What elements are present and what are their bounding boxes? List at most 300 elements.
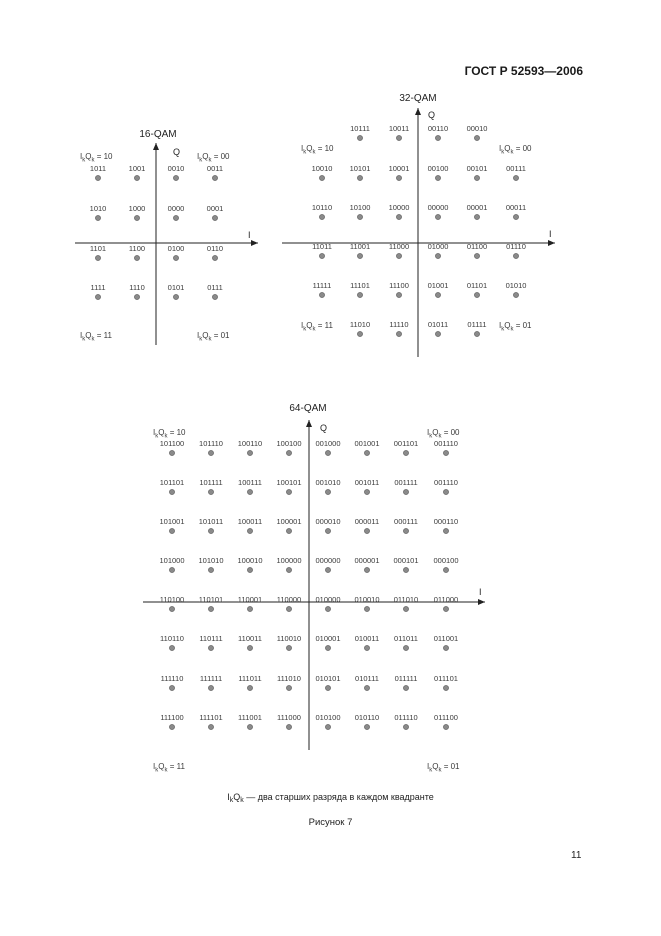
quadrant-label-bottom-left-text: $I_kQ_k = 11$ bbox=[153, 762, 185, 774]
constellation-point bbox=[467, 203, 488, 220]
constellation-point bbox=[434, 439, 458, 456]
constellation-dot bbox=[435, 331, 440, 336]
constellation-point bbox=[354, 439, 379, 456]
point-code-label: 011101 bbox=[434, 674, 458, 683]
constellation-dot bbox=[95, 294, 100, 299]
quadrant-label-bottom-left-text: $I_kQ_k = 11$ bbox=[301, 321, 333, 333]
constellation-point bbox=[276, 439, 301, 456]
constellation-point bbox=[393, 556, 418, 573]
constellation-dot bbox=[357, 175, 362, 180]
quadrant-label-bottom-left bbox=[301, 321, 333, 333]
constellation-point bbox=[354, 595, 379, 612]
constellation-point bbox=[315, 478, 340, 495]
q-axis-arrow-icon bbox=[153, 143, 159, 150]
point-code-label: 000101 bbox=[393, 556, 419, 565]
constellation-point bbox=[199, 478, 222, 495]
quadrant-label-top-left bbox=[153, 428, 186, 440]
constellation-64-qam bbox=[143, 403, 485, 774]
constellation-point bbox=[434, 517, 458, 534]
q-axis-label: Q bbox=[428, 110, 436, 120]
constellation-point bbox=[394, 478, 417, 495]
constellation-point bbox=[394, 634, 418, 651]
constellation-dot bbox=[247, 724, 252, 729]
constellation-point bbox=[277, 634, 301, 651]
i-axis-arrow-icon bbox=[478, 599, 485, 605]
constellation-point bbox=[428, 242, 449, 259]
standard-designation: ГОСТ Р 52593—2006 bbox=[464, 64, 583, 78]
point-code-label: 011010 bbox=[393, 595, 419, 604]
constellation-point bbox=[277, 595, 301, 612]
constellation-dot bbox=[474, 214, 479, 219]
constellation-dot bbox=[319, 175, 324, 180]
constellation-dot bbox=[173, 215, 178, 220]
constellation-dot bbox=[443, 685, 448, 690]
constellation-point bbox=[238, 439, 262, 456]
constellation-point bbox=[389, 124, 409, 141]
point-code-label: 110000 bbox=[276, 595, 302, 604]
constellation-dot bbox=[169, 606, 174, 611]
constellation-point bbox=[199, 595, 223, 612]
q-axis-label: Q bbox=[173, 147, 181, 157]
constellation-dot bbox=[435, 292, 440, 297]
constellation-dot bbox=[325, 724, 330, 729]
constellation-dot bbox=[513, 292, 518, 297]
constellation-point bbox=[276, 556, 301, 573]
point-code-label: 101100 bbox=[159, 439, 185, 448]
constellation-point bbox=[355, 674, 379, 691]
constellation-dot bbox=[208, 567, 213, 572]
constellation-dot bbox=[513, 175, 518, 180]
point-code-label: 0100 bbox=[167, 244, 185, 253]
quadrant-label-bottom-right bbox=[427, 762, 460, 774]
constellation-dot bbox=[212, 294, 217, 299]
constellation-dot bbox=[247, 685, 252, 690]
point-code-label: 00100 bbox=[427, 164, 449, 173]
quadrant-label-bottom-left bbox=[153, 762, 185, 774]
constellation-dot bbox=[435, 135, 440, 140]
constellation-dot bbox=[169, 645, 174, 650]
constellation-dot bbox=[319, 214, 324, 219]
constellation-point bbox=[129, 283, 145, 300]
constellation-dot bbox=[169, 450, 174, 455]
quadrant-label-top-left-text: $I_kQ_k = 10$ bbox=[80, 152, 113, 164]
constellation-point bbox=[160, 634, 184, 651]
constellation-dot bbox=[357, 331, 362, 336]
point-code-label: 100111 bbox=[238, 478, 262, 487]
point-code-label: 0001 bbox=[206, 204, 224, 213]
constellation-dot bbox=[357, 214, 362, 219]
constellation-point bbox=[198, 556, 223, 573]
constellation-dot bbox=[364, 606, 369, 611]
constellation-dot bbox=[364, 567, 369, 572]
constellation-dot bbox=[364, 724, 369, 729]
constellation-point bbox=[160, 478, 184, 495]
constellation-dot bbox=[474, 292, 479, 297]
point-code-label: 101111 bbox=[199, 478, 223, 487]
point-code-label: 0000 bbox=[167, 204, 185, 213]
point-code-label: 10010 bbox=[311, 164, 333, 173]
constellation-point bbox=[350, 281, 370, 298]
point-code-label: 0011 bbox=[206, 164, 224, 173]
point-code-label: 001001 bbox=[354, 439, 380, 448]
constellation-point bbox=[394, 595, 418, 612]
constellation-dot bbox=[325, 645, 330, 650]
constellation-point bbox=[355, 517, 379, 534]
constellation-dot bbox=[474, 175, 479, 180]
constellation-dot bbox=[286, 528, 291, 533]
point-code-label: 01011 bbox=[427, 320, 449, 329]
constellation-point bbox=[389, 203, 410, 220]
point-code-label: 101101 bbox=[159, 478, 185, 487]
point-code-label: 101110 bbox=[199, 439, 223, 448]
constellation-point bbox=[199, 713, 222, 730]
constellation-point bbox=[238, 674, 261, 691]
quadrant-label-bottom-right-text: $I_kQ_k = 01$ bbox=[427, 762, 460, 774]
constellation-dot bbox=[396, 135, 401, 140]
point-code-label: 011110 bbox=[394, 713, 418, 722]
constellation-dot bbox=[443, 489, 448, 494]
point-code-label: 111000 bbox=[277, 713, 301, 722]
constellation-point bbox=[315, 713, 340, 730]
point-code-label: 111111 bbox=[199, 674, 223, 683]
point-code-label: 10111 bbox=[350, 124, 370, 133]
constellation-dot bbox=[403, 724, 408, 729]
point-code-label: 001101 bbox=[393, 439, 419, 448]
point-code-label: 001000 bbox=[315, 439, 341, 448]
quadrant-label-top-right bbox=[197, 152, 230, 164]
point-code-label: 00000 bbox=[427, 203, 449, 212]
point-code-label: 11100 bbox=[389, 281, 409, 290]
constellation-point bbox=[276, 478, 301, 495]
constellation-dot bbox=[325, 450, 330, 455]
constellation-point bbox=[312, 242, 332, 259]
quadrant-label-bottom-right bbox=[499, 321, 532, 333]
quadrant-label-top-left-text: $I_kQ_k = 10$ bbox=[153, 428, 186, 440]
constellation-dot bbox=[364, 528, 369, 533]
constellation-point bbox=[315, 439, 340, 456]
point-code-label: 100001 bbox=[276, 517, 302, 526]
quadrant-label-top-right-text: $I_kQ_k = 00$ bbox=[499, 144, 532, 156]
constellation-dot bbox=[443, 645, 448, 650]
constellation-dot bbox=[364, 645, 369, 650]
constellation-dot bbox=[169, 528, 174, 533]
constellation-dot bbox=[403, 450, 408, 455]
constellation-title: 32-QAM bbox=[399, 93, 437, 104]
point-code-label: 110110 bbox=[160, 634, 184, 643]
point-code-label: 001110 bbox=[434, 439, 458, 448]
constellation-point bbox=[276, 517, 301, 534]
point-code-label: 100110 bbox=[237, 439, 263, 448]
constellation-point bbox=[315, 634, 340, 651]
constellation-dot bbox=[443, 567, 448, 572]
point-code-label: 101010 bbox=[198, 556, 224, 565]
constellation-dot bbox=[319, 292, 324, 297]
constellation-dot bbox=[325, 685, 330, 690]
constellation-point bbox=[159, 517, 184, 534]
point-code-label: 101000 bbox=[159, 556, 185, 565]
constellation-dot bbox=[208, 450, 213, 455]
point-code-label: 000000 bbox=[315, 556, 341, 565]
constellation-point bbox=[350, 320, 370, 337]
constellation-point bbox=[168, 283, 185, 300]
caption-q-subscript: k bbox=[240, 797, 244, 804]
constellation-dot bbox=[286, 567, 291, 572]
constellation-dot bbox=[169, 567, 174, 572]
constellation-dot bbox=[208, 645, 213, 650]
constellation-dot bbox=[173, 294, 178, 299]
constellation-point bbox=[312, 164, 333, 181]
constellation-point bbox=[394, 439, 418, 456]
point-code-label: 0010 bbox=[167, 164, 185, 173]
point-code-label: 10100 bbox=[349, 203, 371, 212]
point-code-label: 011000 bbox=[433, 595, 459, 604]
constellation-dot bbox=[513, 253, 518, 258]
caption-q: Q bbox=[233, 792, 241, 802]
point-code-label: 000110 bbox=[433, 517, 459, 526]
constellation-dot bbox=[173, 255, 178, 260]
quadrant-label-bottom-right-text: $I_kQ_k = 01$ bbox=[499, 321, 532, 333]
i-axis-label: I bbox=[479, 587, 482, 597]
constellation-point bbox=[354, 556, 379, 573]
point-code-label: 00110 bbox=[427, 124, 449, 133]
constellation-point bbox=[467, 124, 488, 141]
constellation-dot bbox=[208, 606, 213, 611]
point-code-label: 110101 bbox=[198, 595, 224, 604]
point-code-label: 001110 bbox=[434, 478, 458, 487]
point-code-label: 011100 bbox=[434, 713, 458, 722]
constellation-dot bbox=[396, 253, 401, 258]
i-axis-arrow-icon bbox=[548, 240, 555, 246]
point-code-label: 111011 bbox=[238, 674, 262, 683]
point-code-label: 01110 bbox=[506, 242, 526, 251]
constellation-point bbox=[355, 713, 379, 730]
constellation-dot bbox=[474, 253, 479, 258]
constellation-dot bbox=[208, 528, 213, 533]
constellation-point bbox=[159, 556, 184, 573]
point-code-label: 111001 bbox=[238, 713, 262, 722]
constellation-dot bbox=[286, 489, 291, 494]
quadrant-label-top-right bbox=[499, 144, 532, 156]
constellation-dot bbox=[169, 489, 174, 494]
point-code-label: 111100 bbox=[160, 713, 184, 722]
constellation-dot bbox=[396, 214, 401, 219]
point-code-label: 1001 bbox=[128, 164, 146, 173]
constellation-dot bbox=[169, 685, 174, 690]
constellation-point bbox=[90, 164, 106, 181]
constellation-point bbox=[394, 713, 417, 730]
point-code-label: 100000 bbox=[276, 556, 302, 565]
constellation-point bbox=[238, 634, 262, 651]
constellation-dot bbox=[403, 489, 408, 494]
constellation-dot bbox=[364, 489, 369, 494]
point-code-label: 1110 bbox=[129, 283, 145, 292]
constellation-point bbox=[168, 164, 185, 181]
constellation-dot bbox=[319, 253, 324, 258]
point-code-label: 1011 bbox=[89, 164, 107, 173]
point-code-label: 1101 bbox=[89, 244, 107, 253]
constellation-point bbox=[350, 164, 371, 181]
point-code-label: 000111 bbox=[394, 517, 418, 526]
point-code-label: 110100 bbox=[159, 595, 185, 604]
constellation-point bbox=[277, 674, 301, 691]
constellation-dot bbox=[286, 685, 291, 690]
point-code-label: 01101 bbox=[466, 281, 488, 290]
figure-caption bbox=[0, 792, 661, 802]
constellation-dot bbox=[403, 685, 408, 690]
constellation-dot bbox=[134, 255, 139, 260]
point-code-label: 01010 bbox=[505, 281, 527, 290]
constellation-point bbox=[467, 164, 488, 181]
constellation-point bbox=[161, 674, 184, 691]
point-code-label: 00011 bbox=[505, 203, 527, 212]
point-code-label: 10110 bbox=[311, 203, 333, 212]
quadrant-label-top-right-text: $I_kQ_k = 00$ bbox=[197, 152, 230, 164]
constellation-point bbox=[90, 204, 107, 221]
constellation-dot bbox=[474, 135, 479, 140]
constellation-dot bbox=[403, 645, 408, 650]
constellation-point bbox=[238, 595, 262, 612]
point-code-label: 10101 bbox=[349, 164, 371, 173]
constellation-dot bbox=[247, 489, 252, 494]
constellation-point bbox=[315, 674, 340, 691]
constellation-point bbox=[434, 674, 458, 691]
constellation-point bbox=[389, 242, 409, 259]
constellation-point bbox=[506, 242, 526, 259]
constellation-dot bbox=[95, 215, 100, 220]
point-code-label: 100101 bbox=[276, 478, 302, 487]
constellation-dot bbox=[443, 450, 448, 455]
constellation-point bbox=[238, 713, 262, 730]
point-code-label: 11001 bbox=[349, 242, 371, 251]
constellation-dot bbox=[325, 606, 330, 611]
constellation-point bbox=[207, 244, 223, 261]
point-code-label: 010001 bbox=[315, 634, 341, 643]
constellation-16-qam bbox=[75, 129, 258, 345]
quadrant-label-bottom-left bbox=[80, 331, 112, 343]
constellation-dot bbox=[443, 724, 448, 729]
caption-i: I bbox=[227, 792, 230, 802]
point-code-label: 110010 bbox=[276, 634, 302, 643]
point-code-label: 100100 bbox=[276, 439, 302, 448]
point-code-label: 110001 bbox=[237, 595, 263, 604]
constellation-dot bbox=[95, 255, 100, 260]
constellation-point bbox=[389, 281, 409, 298]
constellation-point bbox=[433, 556, 458, 573]
quadrant-label-bottom-right bbox=[197, 331, 230, 343]
constellation-dot bbox=[364, 450, 369, 455]
constellation-dot bbox=[357, 135, 362, 140]
constellation-point bbox=[315, 556, 340, 573]
constellation-point bbox=[389, 320, 408, 337]
point-code-label: 11111 bbox=[312, 281, 332, 290]
constellation-dot bbox=[325, 528, 330, 533]
constellation-title: 16-QAM bbox=[139, 129, 177, 140]
constellation-point bbox=[313, 281, 332, 298]
constellation-point bbox=[389, 164, 410, 181]
constellation-point bbox=[168, 244, 185, 261]
constellation-point bbox=[277, 713, 301, 730]
constellation-point bbox=[506, 203, 526, 220]
point-code-label: 11101 bbox=[350, 281, 370, 290]
constellation-point bbox=[428, 124, 448, 141]
constellation-dot bbox=[212, 255, 217, 260]
constellation-point bbox=[434, 713, 458, 730]
quadrant-label-bottom-right-text: $I_kQ_k = 01$ bbox=[197, 331, 230, 343]
constellation-dot bbox=[403, 606, 408, 611]
constellation-point bbox=[467, 242, 487, 259]
point-code-label: 110111 bbox=[199, 634, 223, 643]
point-code-label: 010101 bbox=[315, 674, 341, 683]
constellation-point bbox=[315, 595, 340, 612]
constellation-dot bbox=[247, 528, 252, 533]
constellation-point bbox=[434, 478, 458, 495]
constellation-dot bbox=[247, 567, 252, 572]
constellation-dot bbox=[325, 489, 330, 494]
constellation-dot bbox=[396, 331, 401, 336]
constellation-point bbox=[207, 204, 224, 221]
constellation-point bbox=[506, 164, 526, 181]
constellation-point bbox=[238, 478, 262, 495]
point-code-label: 01000 bbox=[427, 242, 449, 251]
caption-text: — два старших разряда в каждом квадранте bbox=[243, 792, 434, 802]
point-code-label: 000100 bbox=[433, 556, 459, 565]
point-code-label: 1000 bbox=[128, 204, 146, 213]
constellation-point bbox=[129, 244, 145, 261]
constellation-point bbox=[428, 203, 449, 220]
point-code-label: 100010 bbox=[237, 556, 263, 565]
i-axis-label: I bbox=[549, 229, 552, 239]
constellation-point bbox=[207, 164, 223, 181]
constellation-point bbox=[506, 281, 527, 298]
point-code-label: 101011 bbox=[198, 517, 224, 526]
i-axis-arrow-icon bbox=[251, 240, 258, 246]
constellation-dot bbox=[443, 606, 448, 611]
constellation-point bbox=[428, 164, 449, 181]
constellation-point bbox=[160, 595, 184, 612]
constellation-dot bbox=[396, 175, 401, 180]
constellation-dot bbox=[169, 724, 174, 729]
point-code-label: 011001 bbox=[433, 634, 459, 643]
constellation-dot bbox=[286, 724, 291, 729]
constellation-point bbox=[237, 556, 262, 573]
constellation-dot bbox=[134, 175, 139, 180]
constellation-dot bbox=[513, 214, 518, 219]
constellation-dot bbox=[286, 606, 291, 611]
point-code-label: 11110 bbox=[389, 320, 409, 329]
point-code-label: 111010 bbox=[277, 674, 301, 683]
constellation-point bbox=[467, 320, 486, 337]
constellation-title: 64-QAM bbox=[289, 403, 327, 414]
constellation-point bbox=[168, 204, 185, 221]
quadrant-label-top-right bbox=[427, 428, 460, 440]
point-code-label: 0101 bbox=[167, 283, 185, 292]
constellation-dot bbox=[247, 450, 252, 455]
constellation-point bbox=[238, 517, 262, 534]
constellation-point bbox=[394, 517, 418, 534]
constellation-dot bbox=[474, 331, 479, 336]
point-code-label: 00111 bbox=[506, 164, 526, 173]
quadrant-label-top-left bbox=[301, 144, 334, 156]
constellation-point bbox=[355, 478, 379, 495]
constellation-point bbox=[199, 634, 222, 651]
point-code-label: 000011 bbox=[354, 517, 380, 526]
constellation-point bbox=[207, 283, 223, 300]
constellation-point bbox=[350, 203, 371, 220]
constellation-point bbox=[315, 517, 340, 534]
constellation-point bbox=[90, 244, 106, 261]
point-code-label: 111101 bbox=[199, 713, 223, 722]
point-code-label: 110011 bbox=[238, 634, 262, 643]
